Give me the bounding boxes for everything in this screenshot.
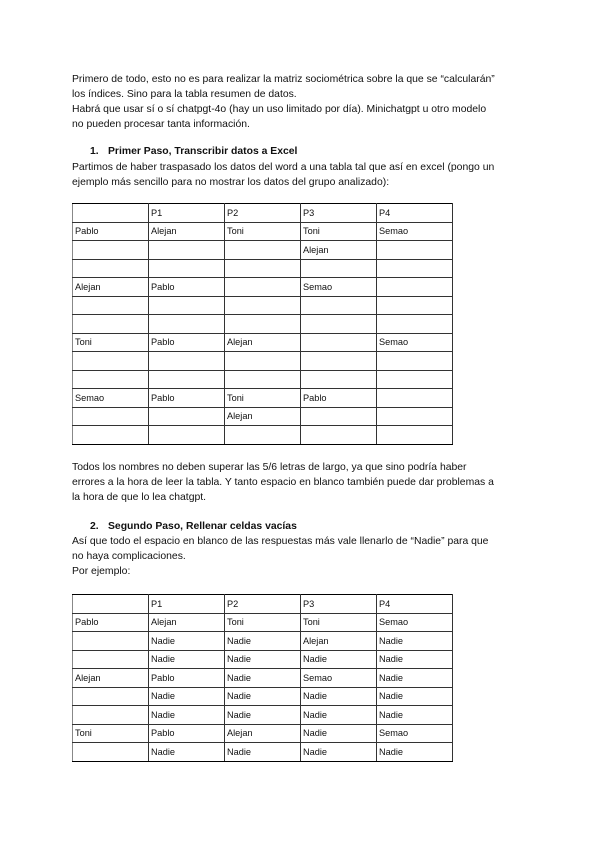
table-row	[73, 724, 453, 743]
table-cell: Semao	[377, 613, 453, 632]
table-cell: Nadie	[377, 687, 453, 706]
table-cell: Nadie	[377, 706, 453, 725]
table-cell: P1	[149, 204, 225, 223]
step1-description	[72, 160, 532, 190]
table-row	[73, 352, 453, 371]
table-cell	[225, 259, 301, 278]
table-cell: Nadie	[377, 669, 453, 688]
table-cell: P4	[377, 204, 453, 223]
table-cell: Alejan	[225, 407, 301, 426]
table-cell	[377, 407, 453, 426]
table-cell: Nadie	[377, 650, 453, 669]
table-cell: Nadie	[225, 650, 301, 669]
table-cell: Nadie	[301, 706, 377, 725]
table-row-label-cell: Toni	[73, 333, 149, 352]
table-row	[73, 426, 453, 445]
step2-desc-line: Por ejemplo:	[72, 566, 131, 577]
table-cell	[377, 278, 453, 297]
table-row	[73, 613, 453, 632]
table-row	[73, 204, 453, 223]
table-row-label-cell	[73, 241, 149, 260]
table-row	[73, 632, 453, 651]
table-cell: Pablo	[149, 724, 225, 743]
table-cell: Nadie	[225, 687, 301, 706]
table-row	[73, 333, 453, 352]
table-cell: Alejan	[149, 222, 225, 241]
table-cell: Semao	[301, 669, 377, 688]
note-line: Todos los nombres no deben superar las 5/6 letras de largo, ya que sino podría haber	[72, 462, 467, 473]
table-cell: Nadie	[149, 743, 225, 762]
table-cell: Semao	[377, 333, 453, 352]
table-cell: Nadie	[149, 632, 225, 651]
table-cell	[301, 333, 377, 352]
table-cell: Toni	[301, 222, 377, 241]
table-cell	[377, 259, 453, 278]
table-row-label-cell	[73, 370, 149, 389]
table-cell	[377, 296, 453, 315]
table-cell	[301, 370, 377, 389]
step2-description	[72, 534, 532, 579]
table-cell	[225, 426, 301, 445]
table-cell	[301, 426, 377, 445]
table-cell: Nadie	[301, 687, 377, 706]
table-cell: Pablo	[149, 278, 225, 297]
table-row-label-cell: Semao	[73, 389, 149, 408]
table-row-label-cell: Pablo	[73, 222, 149, 241]
table-cell: Alejan	[301, 241, 377, 260]
step2-desc-line: Así que todo el espacio en blanco de las respuestas más vale llenarlo de “Nadie” para que	[72, 536, 489, 547]
table-row-label-cell	[73, 650, 149, 669]
table-cell: Nadie	[301, 743, 377, 762]
table-cell	[225, 278, 301, 297]
table-row-label-cell	[73, 687, 149, 706]
table-cell	[149, 259, 225, 278]
table-cell: P2	[225, 204, 301, 223]
table-row-label-cell	[73, 706, 149, 725]
table-cell	[377, 315, 453, 334]
table-cell	[149, 426, 225, 445]
table-row	[73, 669, 453, 688]
table-cell: Toni	[225, 389, 301, 408]
table-body	[73, 204, 453, 445]
table-cell: P2	[225, 595, 301, 614]
table-cell: Alejan	[225, 333, 301, 352]
table-cell	[149, 352, 225, 371]
step2-number: 2.	[90, 521, 99, 532]
table-cell: Semao	[377, 222, 453, 241]
table-cell: Nadie	[225, 669, 301, 688]
table-row-label-cell	[73, 407, 149, 426]
table-cell: P3	[301, 595, 377, 614]
step1-desc-line: ejemplo más sencillo para no mostrar los datos del grupo analizado):	[72, 177, 390, 188]
example-table-filled	[72, 594, 453, 762]
table-row	[73, 706, 453, 725]
table-body	[73, 595, 453, 762]
table-cell: Nadie	[377, 743, 453, 762]
step1-number: 1.	[90, 146, 99, 157]
table-cell	[225, 241, 301, 260]
table-row	[73, 743, 453, 762]
table-cell: Toni	[225, 613, 301, 632]
table-cell	[225, 315, 301, 334]
table-cell: Nadie	[149, 650, 225, 669]
note-paragraph	[72, 460, 532, 505]
table-row-label-cell	[73, 595, 149, 614]
table-cell: Pablo	[149, 669, 225, 688]
table-cell: Nadie	[225, 706, 301, 725]
table-cell	[301, 407, 377, 426]
table-cell: Nadie	[377, 632, 453, 651]
table-cell	[301, 315, 377, 334]
intro-line: los índices. Sino para la tabla resumen de datos.	[72, 89, 297, 100]
table-cell: Alejan	[225, 724, 301, 743]
table-cell: Pablo	[149, 389, 225, 408]
note-line: la hora de que lo lea chatgpt.	[72, 492, 207, 503]
intro-paragraph	[72, 72, 532, 132]
table-row	[73, 296, 453, 315]
table-row	[73, 407, 453, 426]
table-cell: Toni	[301, 613, 377, 632]
table-cell: Nadie	[149, 687, 225, 706]
table-row-label-cell	[73, 632, 149, 651]
table-cell: Semao	[301, 278, 377, 297]
table-cell	[149, 370, 225, 389]
table-cell: Nadie	[149, 706, 225, 725]
table-row	[73, 278, 453, 297]
table-cell	[225, 296, 301, 315]
table-cell: Toni	[225, 222, 301, 241]
table-cell	[149, 241, 225, 260]
step1-desc-line: Partimos de haber traspasado los datos del word a una tabla tal que así en excel (pongo un	[72, 162, 495, 173]
step1-heading	[90, 144, 297, 159]
table-cell: Nadie	[301, 724, 377, 743]
table-row	[73, 687, 453, 706]
example-table-raw	[72, 203, 453, 445]
table-cell	[149, 407, 225, 426]
table-cell: P1	[149, 595, 225, 614]
step2-title: Segundo Paso, Rellenar celdas vacías	[108, 521, 297, 532]
table-cell: Pablo	[301, 389, 377, 408]
table-cell: Nadie	[225, 632, 301, 651]
table-row-label-cell: Pablo	[73, 613, 149, 632]
table-row	[73, 370, 453, 389]
table-cell	[225, 352, 301, 371]
table-row-label-cell	[73, 426, 149, 445]
table-cell: Nadie	[301, 650, 377, 669]
table-cell	[225, 370, 301, 389]
table-cell	[377, 426, 453, 445]
table-row-label-cell	[73, 743, 149, 762]
intro-line: no pueden procesar tanta información.	[72, 119, 250, 130]
table-cell: P4	[377, 595, 453, 614]
table-row-label-cell: Alejan	[73, 278, 149, 297]
intro-line: Habrá que usar sí o sí chatpgt-4o (hay un uso limitado por día). Minichatgpt u otro modelo	[72, 104, 487, 115]
table-row	[73, 595, 453, 614]
table-cell	[377, 389, 453, 408]
table-row-label-cell	[73, 259, 149, 278]
table-cell: P3	[301, 204, 377, 223]
table-row	[73, 650, 453, 669]
table-cell	[149, 296, 225, 315]
table-cell	[149, 315, 225, 334]
table-cell: Nadie	[225, 743, 301, 762]
table-row	[73, 222, 453, 241]
table-row-label-cell	[73, 204, 149, 223]
table-row	[73, 315, 453, 334]
note-line: errores a la hora de leer la tabla. Y tanto espacio en blanco también puede dar problemas a	[72, 477, 494, 488]
table-cell: Semao	[377, 724, 453, 743]
table-row	[73, 259, 453, 278]
table-cell: Alejan	[301, 632, 377, 651]
step2-desc-line: no haya complicaciones.	[72, 551, 186, 562]
table-row	[73, 389, 453, 408]
table-cell	[377, 370, 453, 389]
table-cell	[377, 241, 453, 260]
table-cell: Pablo	[149, 333, 225, 352]
table-cell	[301, 352, 377, 371]
table-row-label-cell: Toni	[73, 724, 149, 743]
table-cell: Alejan	[149, 613, 225, 632]
step2-heading	[90, 519, 297, 534]
table-cell	[377, 352, 453, 371]
step1-title: Primer Paso, Transcribir datos a Excel	[108, 146, 298, 157]
table-row-label-cell	[73, 352, 149, 371]
table-row-label-cell: Alejan	[73, 669, 149, 688]
table-row-label-cell	[73, 315, 149, 334]
table-cell	[301, 259, 377, 278]
table-row	[73, 241, 453, 260]
intro-line: Primero de todo, esto no es para realizar la matriz sociométrica sobre la que se “calcularán”	[72, 74, 495, 85]
table-row-label-cell	[73, 296, 149, 315]
table-cell	[301, 296, 377, 315]
